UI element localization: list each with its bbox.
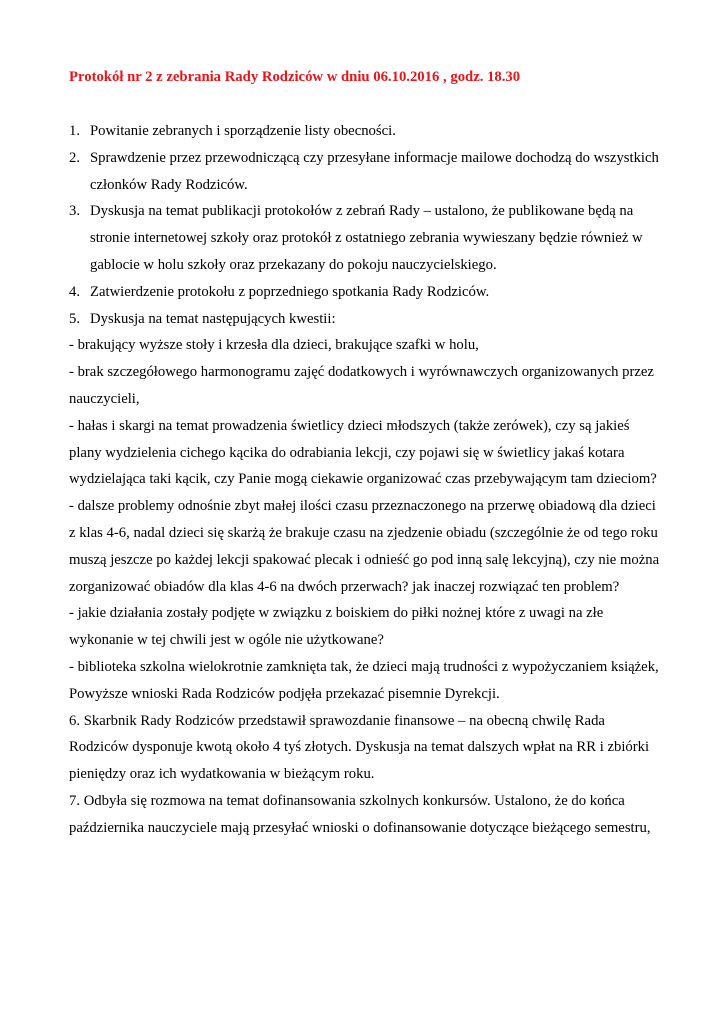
agenda-item xyxy=(69,198,661,278)
agenda-item xyxy=(69,118,661,145)
agenda-item-number: 3. xyxy=(69,203,81,220)
agenda-list xyxy=(69,118,661,332)
discussion-point: - jakie działania zostały podjęte w związku z boiskiem do piłki nożnej które z uwagi na złe wykonanie w tej chwili jest w ogóle nie użytkowane? xyxy=(69,605,604,649)
document-title: Protokół nr 2 z zebrania Rady Rodziców w dniu 06.10.2016 , godz. 18.30 xyxy=(69,69,521,85)
agenda-item-text: Dyskusja na temat następujących kwestii: xyxy=(90,310,336,327)
agenda-item-text: Zatwierdzenie protokołu z poprzedniego spotkania Rady Rodziców. xyxy=(90,283,490,300)
agenda-item xyxy=(69,145,661,199)
discussion-point: - brak szczegółowego harmonogramu zajęć dodatkowych i wyrównawczych organizowanych przez nauczycieli, xyxy=(69,364,654,407)
agenda-item-number: 4. xyxy=(69,283,81,300)
agenda-item-text: Sprawdzenie przez przewodniczącą czy przesyłane informacje mailowe dochodzą do wszystkich członków Rady Rodziców. xyxy=(90,149,659,193)
agenda-item xyxy=(69,306,661,333)
discussion-point: - brakujący wyższe stoły i krzesła dla dzieci, brakujące szafki w holu, xyxy=(69,337,479,354)
discussion-point: - biblioteka szkolna wielokrotnie zamknięta tak, że dzieci mają trudności z wypożyczaniem książek, xyxy=(69,658,659,675)
discussion-point: - hałas i skargi na temat prowadzenia świetlicy dzieci młodszych (także zerówek), czy są jakieś plany wydzielenia cichego kącika do odrabiania lekcji, czy pojawi się w świetlicy jakaś kotara wydzielająca taki kącik, czy Panie mogą ciekawie organizować czas przebywającym tam dzieciom? xyxy=(69,417,657,488)
agenda-item-number: 1. xyxy=(69,123,81,139)
agenda-item-number: 5. xyxy=(69,310,81,327)
discussion-point: - dalsze problemy odnośnie zbyt małej ilości czasu przeznaczonego na przerwę obiadową dla dzieci z klas 4-6, nadal dzieci się skarżą że brakuje czasu na zjedzenie obiadu (szczególnie że od tego roku muszą jeszcze po każdej lekcji spakować plecak i odnieść go pod inną salę lekcyjną), czy nie można zorganizować obiadów dla klas 4-6 na dwóch przerwach? jak inaczej rozwiązać ten problem? xyxy=(69,498,660,595)
closing-paragraph: 7. Odbyła się rozmowa na temat dofinansowania szkolnych konkursów. Ustalono, że do końca października nauczyciele mają przesyłać wnioski o dofinansowanie dotyczące bieżącego semestru, xyxy=(69,792,651,836)
agenda-item xyxy=(69,279,661,306)
closing-paragraph: Powyższe wnioski Rada Rodziców podjęła przekazać pisemnie Dyrekcji. xyxy=(69,685,500,702)
agenda-item-number: 2. xyxy=(69,149,81,166)
document-body xyxy=(69,118,661,842)
agenda-item-text: Dyskusja na temat publikacji protokołów z zebrań Rady – ustalono, że publikowane będą na stronie internetowej szkoły oraz protokół z ostatniego zebrania wywieszany będzie również w gablocie w holu szkoły oraz przekazany do pokoju nauczycielskiego. xyxy=(90,203,643,273)
agenda-item-text: Powitanie zebranych i sporządzenie listy obecności. xyxy=(90,123,396,139)
closing-paragraph: 6. Skarbnik Rady Rodziców przedstawił sprawozdanie finansowe – na obecną chwilę Rada Rodziców dysponuje kwotą około 4 tyś złotych. Dyskusja na temat dalszych wpłat na RR i zbiórki pieniędzy oraz ich wydatkowania w bieżącym roku. xyxy=(69,712,650,783)
